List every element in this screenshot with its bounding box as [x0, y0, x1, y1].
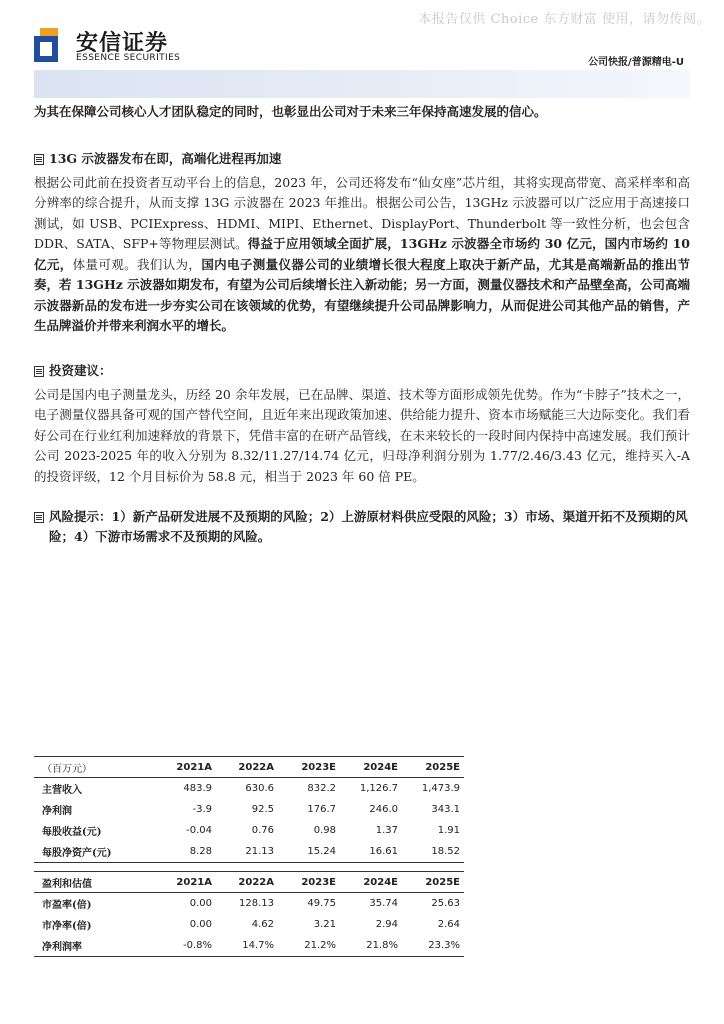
valuation-table [34, 871, 464, 957]
table-header-cell: 2024E [340, 872, 402, 893]
table-cell: 21.13 [216, 841, 278, 863]
table-cell: -3.9 [192, 804, 212, 815]
table-cell: 每股收益(元) [42, 827, 102, 838]
table-header-cell: 2025E [402, 757, 464, 778]
watermark: 本报告仅供 Choice 东方财富 使用，请勿传阅。 [418, 12, 710, 27]
table-cell: 主营收入 [42, 785, 82, 796]
table-header-cell: 2023E [278, 757, 340, 778]
table-cell: -0.8% [154, 935, 216, 957]
table-cell: 1,126.7 [359, 783, 398, 794]
table-cell: 每股净资产(元) [34, 841, 154, 863]
table-row [34, 799, 464, 820]
section-title [34, 507, 690, 547]
table-cell: 2.64 [437, 919, 460, 930]
section-paragraph: 公司是国内电子测量龙头，历经 20 余年发展，已在品牌、渠道、技术等方面形成领先优势。作为“卡脖子”技术之一，电子测量仪器具备可观的国产替代空间，且近年来出现政策加速、供给能力提升、资本市场赋能三大边际变化。我们看好公司在行业红利加速释放的背景下，凭借丰富的在研产品管线，在未来较长的一段时间内保持中高速发展。我们预计公司 2023-2025 年的收入分别为 8.32/11.27/14.74 亿元，归母净利润分别为 1.77/2.46/3.43 亿元，维持买入-A 的投资评级，12 个月目标价为 58.8 元，相当于 2023 年 60 倍 PE。 [34, 386, 690, 484]
header-bar [34, 70, 690, 98]
table-cell: 483.9 [183, 783, 212, 794]
table-row [34, 778, 464, 800]
table-cell: 0.76 [251, 825, 274, 836]
brand-logo-icon [34, 26, 68, 62]
table-header-cell: 2022A [216, 757, 278, 778]
table-cell: 343.1 [431, 804, 460, 815]
brand-name-en: ESSENCE SECURITIES [76, 53, 181, 63]
table-header-row [34, 757, 464, 778]
section-title-text: 投资建议： [49, 362, 112, 378]
document-icon [34, 366, 44, 377]
table-cell: 15.24 [278, 841, 340, 863]
table-cell: 1.91 [437, 825, 460, 836]
table-cell: 21.8% [340, 935, 402, 957]
table-cell: 35.74 [369, 898, 398, 909]
table-header-cell: 2023E [278, 872, 340, 893]
table-cell: 832.2 [307, 783, 336, 794]
brand-name-cn: 安信证券 [76, 31, 169, 56]
section-investment [34, 361, 690, 488]
table-cell: 1.37 [375, 825, 398, 836]
table-cell: 92.5 [251, 804, 274, 815]
report-body [34, 102, 690, 551]
table-cell: 市盈率(倍) [42, 900, 92, 911]
table-cell: 630.6 [245, 783, 274, 794]
table-row [34, 893, 464, 915]
table-cell: 净利润率 [34, 935, 154, 957]
section-paragraph [34, 173, 690, 337]
section-title-text: 13G 示波器发布在即，高端化进程再加速 [49, 150, 282, 166]
table-cell: 0.98 [313, 825, 336, 836]
paragraph-bold-text: 得益于应用领域全面扩展，13GHz 示波器全市场约 30 亿元，国内市场约 10 亿元， [34, 236, 690, 272]
table-header-cell: 2025E [402, 872, 464, 893]
document-icon [34, 512, 44, 523]
table-header-cell: 2021A [154, 872, 216, 893]
table-cell: 25.63 [431, 898, 460, 909]
paragraph-text: 根据公司此前在投资者互动平台上的信息，2023 年，公司还将发布“仙女座”芯片组，其将实现高带宽、高采样率和高分辨率的综合提升，从而支撑 13G 示波器在 2023 年推出。根据公司公告，13GHz 示波器可以广泛应用于高速接口测试，如 USB、PCIExpress、HDMI、MIPI、Ethernet、DisplayPort、Thunderbolt 等一致性分析，也会包含 DDR、SATA、SFP+等物理层测试。 [34, 174, 690, 251]
section-title-text: 风险提示：1）新产品研发进展不及预期的风险；2）上游原材料供应受限的风险；3）市场、渠道开拓不及预期的风险；4）下游市场需求不及预期的风险。 [49, 509, 688, 544]
table-cell: 14.7% [216, 935, 278, 957]
table-cell: 0.00 [189, 898, 212, 909]
section-title [34, 361, 690, 381]
table-cell: 21.2% [278, 935, 340, 957]
section-risk [34, 507, 690, 547]
table-cell: 23.3% [402, 935, 464, 957]
report-type-label: 公司快报/普源精电-U [588, 57, 684, 68]
table-cell: 1,473.9 [421, 783, 460, 794]
table-row [34, 935, 464, 957]
table-row [34, 914, 464, 935]
table-header-row [34, 872, 464, 893]
table-cell: 8.28 [154, 841, 216, 863]
table-cell: 净利润 [42, 806, 72, 817]
document-icon [34, 154, 44, 165]
table-cell: 246.0 [369, 804, 398, 815]
table-row [34, 841, 464, 863]
table-cell: -0.04 [186, 825, 212, 836]
table-cell: 市净率(倍) [42, 921, 92, 932]
paragraph-bold-text: 国内电子测量仪器公司的业绩增长很大程度上取决于新产品，尤其是高端新品的推出节奏，若 13GHz 示波器如期发布，有望为公司后续增长注入新动能；另一方面，测量仪器技术和产品壁垒高，公司高端示波器新品的发布进一步夯实公司在该领域的优势，有望继续提升公司品牌影响力，从而促进公司其他产品的销售，产生品牌溢价并带来利润水平的增长。 [34, 256, 690, 333]
table-header-cell: 2024E [340, 757, 402, 778]
intro-paragraph: 为其在保障公司核心人才团队稳定的同时，也彰显出公司对于未来三年保持高速发展的信心。 [34, 104, 547, 119]
table-cell: 176.7 [307, 804, 336, 815]
table-cell: 4.62 [251, 919, 274, 930]
table-cell: 49.75 [307, 898, 336, 909]
table-cell: 128.13 [239, 898, 274, 909]
table-cell: 3.21 [313, 919, 336, 930]
section-oscilloscope [34, 149, 690, 337]
table-cell: 0.00 [189, 919, 212, 930]
table-row [34, 820, 464, 841]
table-header-cell: 2022A [216, 872, 278, 893]
table-header-cell: （百万元） [34, 757, 154, 778]
brand-logo [34, 26, 184, 66]
section-title [34, 149, 690, 169]
table-cell: 18.52 [402, 841, 464, 863]
paragraph-text: 体量可观。我们认为， [72, 256, 202, 272]
table-cell: 2.94 [375, 919, 398, 930]
financial-table [34, 756, 464, 863]
table-header-cell: 盈利和估值 [34, 872, 154, 893]
table-header-cell: 2021A [154, 757, 216, 778]
table-cell: 16.61 [340, 841, 402, 863]
